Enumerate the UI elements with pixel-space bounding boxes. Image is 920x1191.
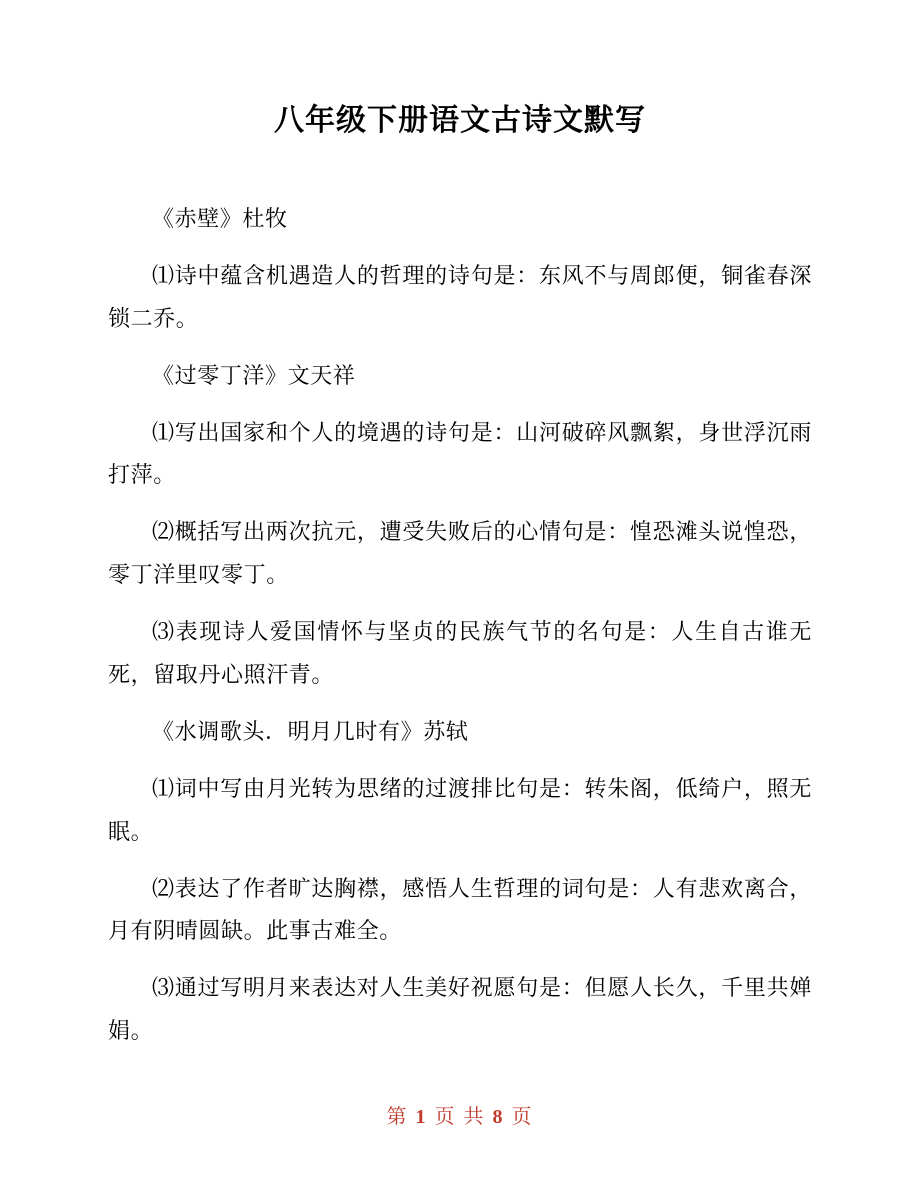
footer-prefix: 第: [386, 1106, 409, 1128]
paragraph: ⑶表现诗人爱国情怀与坚贞的民族气节的名句是：人生自古谁无死，留取丹心照汗青。: [108, 619, 812, 688]
paragraph: ⑶通过写明月来表达对人生美好祝愿句是：但愿人长久，千里共婵娟。: [108, 975, 812, 1044]
paragraph: 《水调歌头．明月几时有》苏轼: [152, 718, 469, 744]
page-title: 八年级下册语文古诗文默写: [274, 104, 646, 137]
page-footer: [0, 1100, 920, 1129]
paragraph: 《赤壁》杜牧: [152, 206, 288, 231]
paragraph: ⑵概括写出两次抗元，遭受失败后的心情句是：惶恐滩头说惶恐，零丁洋里叹零丁。: [108, 519, 812, 588]
footer-suffix: 页: [511, 1106, 534, 1128]
paragraph: ⑴诗中蕴含机遇造人的哲理的诗句是：东风不与周郎便，铜雀春深锁二乔。: [108, 262, 812, 331]
document-body: [108, 198, 812, 1053]
footer-current-page: 1: [415, 1106, 428, 1128]
paragraph: ⑴词中写由月光转为思绪的过渡排比句是：转朱阁，低绮户，照无眠。: [108, 775, 812, 844]
footer-middle: 页 共: [434, 1106, 486, 1128]
paragraph: ⑵表达了作者旷达胸襟，感悟人生哲理的词句是：人有悲欢离合，月有阴晴圆缺。此事古难全。: [108, 875, 812, 944]
footer-total-pages: 8: [492, 1106, 505, 1128]
paragraph: ⑴写出国家和个人的境遇的诗句是：山河破碎风飘絮，身世浮沉雨打萍。: [108, 419, 812, 488]
paragraph: 《过零丁洋》文天祥: [152, 362, 356, 388]
